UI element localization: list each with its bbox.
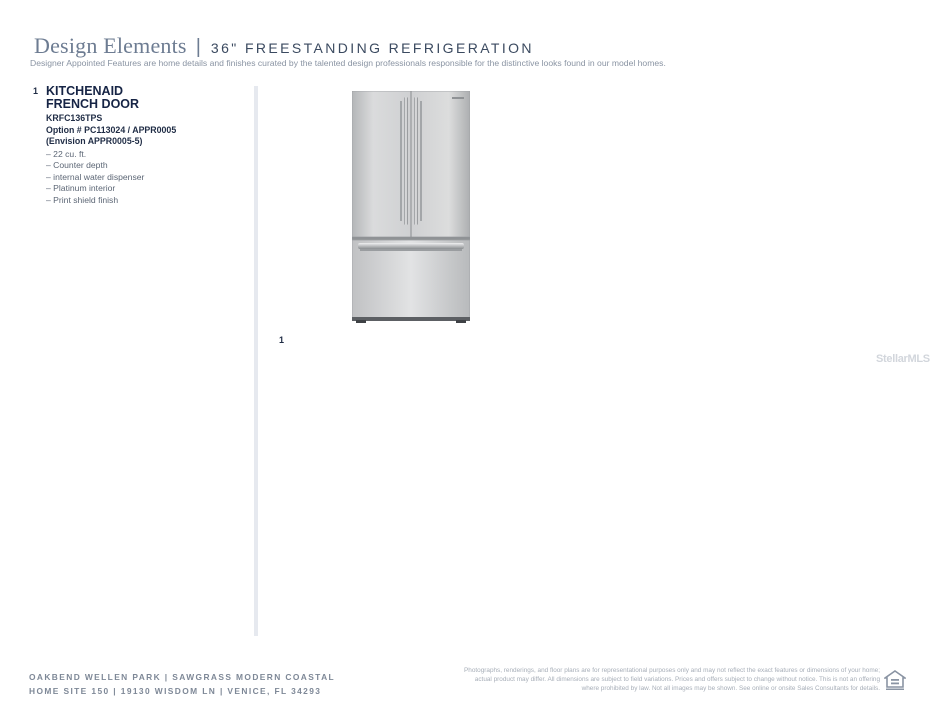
feature-item: – Counter depth [46, 160, 108, 170]
tagline: Designer Appointed Features are home details and finishes curated by the talented design professionals responsible for the distinctive looks found in our model homes. [30, 58, 666, 68]
item-details [46, 85, 246, 206]
item-model: KRFC136TPS [46, 113, 103, 123]
footer-home-site: HOME SITE 150 | 19130 WISDOM LN | VENICE, FL 34293 [29, 686, 322, 696]
photo-label: 1 [279, 335, 285, 345]
footer-address [29, 670, 335, 698]
item-brand: KITCHENAID [46, 84, 124, 98]
item-option: Option # PC113024 / APPR0005 [46, 124, 177, 135]
feature-item: – Platinum interior [46, 183, 116, 193]
footer-disclaimer: Photographs, renderings, and floor plans are for representational purposes only and may not reflect the exact features or dimensions of your home; actual product may differ. All dimensions are subject to field variations. Prices and offers subject to change without notice. This is not an offering where prohibited by law. Not all images may be shown. See online or onsite Sales Consultants for details. [464, 667, 880, 692]
item-number: 1 [33, 86, 39, 96]
feature-item: – 22 cu. ft. [46, 148, 87, 159]
column-divider [254, 86, 258, 636]
item-envision: (Envision APPR0005-5) [46, 136, 143, 146]
page-title: Design Elements [34, 33, 187, 58]
footer-community: OAKBEND WELLEN PARK | SAWGRASS MODERN COASTAL [29, 672, 336, 682]
watermark: StellarMLS [876, 353, 930, 365]
item-type: FRENCH DOOR [46, 97, 140, 111]
equal-housing-opportunity-icon [884, 669, 906, 691]
refrigerator-image [352, 91, 470, 323]
page-subtitle: 36" FREESTANDING REFRIGERATION [210, 40, 534, 56]
title-separator: | [195, 36, 201, 58]
feature-list [46, 149, 246, 207]
feature-item: – internal water dispenser [46, 171, 145, 182]
feature-item: – Print shield finish [46, 194, 119, 205]
